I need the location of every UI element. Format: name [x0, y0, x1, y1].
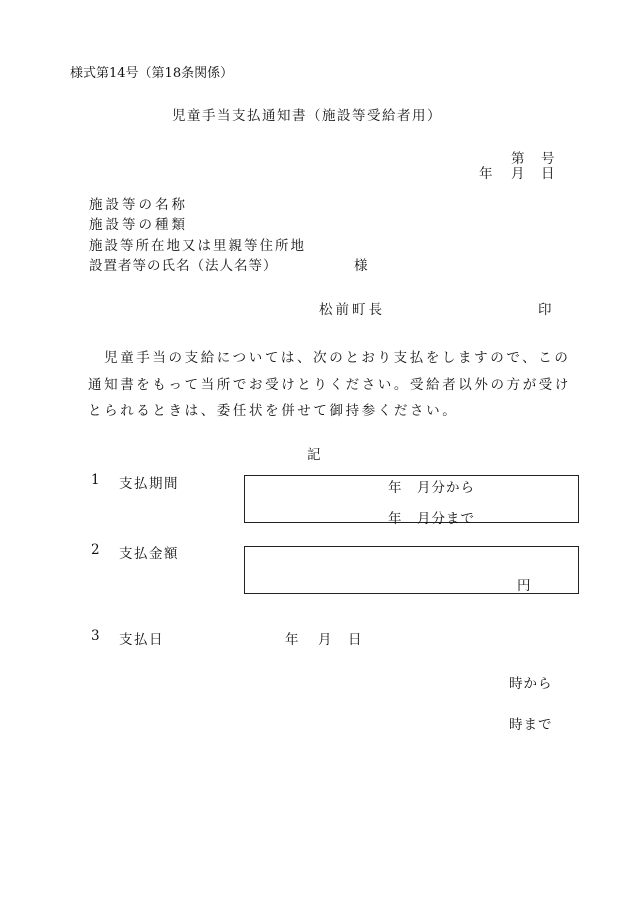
issuer-name: 松前町長	[319, 302, 385, 318]
form-number: 様式第14号（第18条関係）	[70, 66, 234, 81]
date-month: 月	[511, 166, 525, 182]
item-2-label: 支払金額	[119, 546, 179, 562]
period-to: 年 月分まで	[388, 511, 475, 527]
facility-type-label: 施設等の種類	[89, 217, 188, 233]
amount-box	[244, 546, 579, 594]
date-day: 日	[541, 166, 555, 182]
seal-mark: 印	[538, 302, 552, 318]
body-line-1: 児童手当の支給については、次のとおり支払をしますので、この	[88, 350, 571, 366]
doc-no-dai: 第	[511, 151, 525, 167]
body-line-3: とられるときは、委任状を併せて御持参ください。	[88, 403, 459, 419]
document-title: 児童手当支払通知書（施設等受給者用）	[172, 108, 442, 124]
item-1-label: 支払期間	[119, 476, 179, 492]
period-from: 年 月分から	[388, 480, 475, 496]
facility-name-label: 施設等の名称	[89, 197, 188, 213]
date-year: 年	[479, 166, 493, 182]
founder-name-label: 設置者等の氏名（法人名等）	[89, 258, 278, 274]
body-line-2: 通知書をもって当所でお受けとりください。受給者以外の方が受け	[88, 377, 571, 393]
payment-month: 月	[318, 632, 332, 648]
time-to: 時まで	[509, 717, 553, 733]
amount-unit: 円	[517, 578, 531, 594]
doc-no-go: 号	[541, 151, 555, 167]
time-from: 時から	[509, 676, 553, 692]
period-box	[244, 475, 579, 527]
item-3-number: 3	[91, 628, 100, 644]
item-1-number: 1	[91, 472, 100, 488]
payment-year: 年	[285, 632, 299, 648]
sama-honorific: 様	[354, 258, 368, 274]
payment-day: 日	[348, 632, 362, 648]
item-2-number: 2	[91, 542, 100, 558]
facility-address-label: 施設等所在地又は里親等住所地	[89, 238, 306, 254]
ki-heading: 記	[307, 447, 321, 463]
item-3-label: 支払日	[119, 632, 164, 648]
